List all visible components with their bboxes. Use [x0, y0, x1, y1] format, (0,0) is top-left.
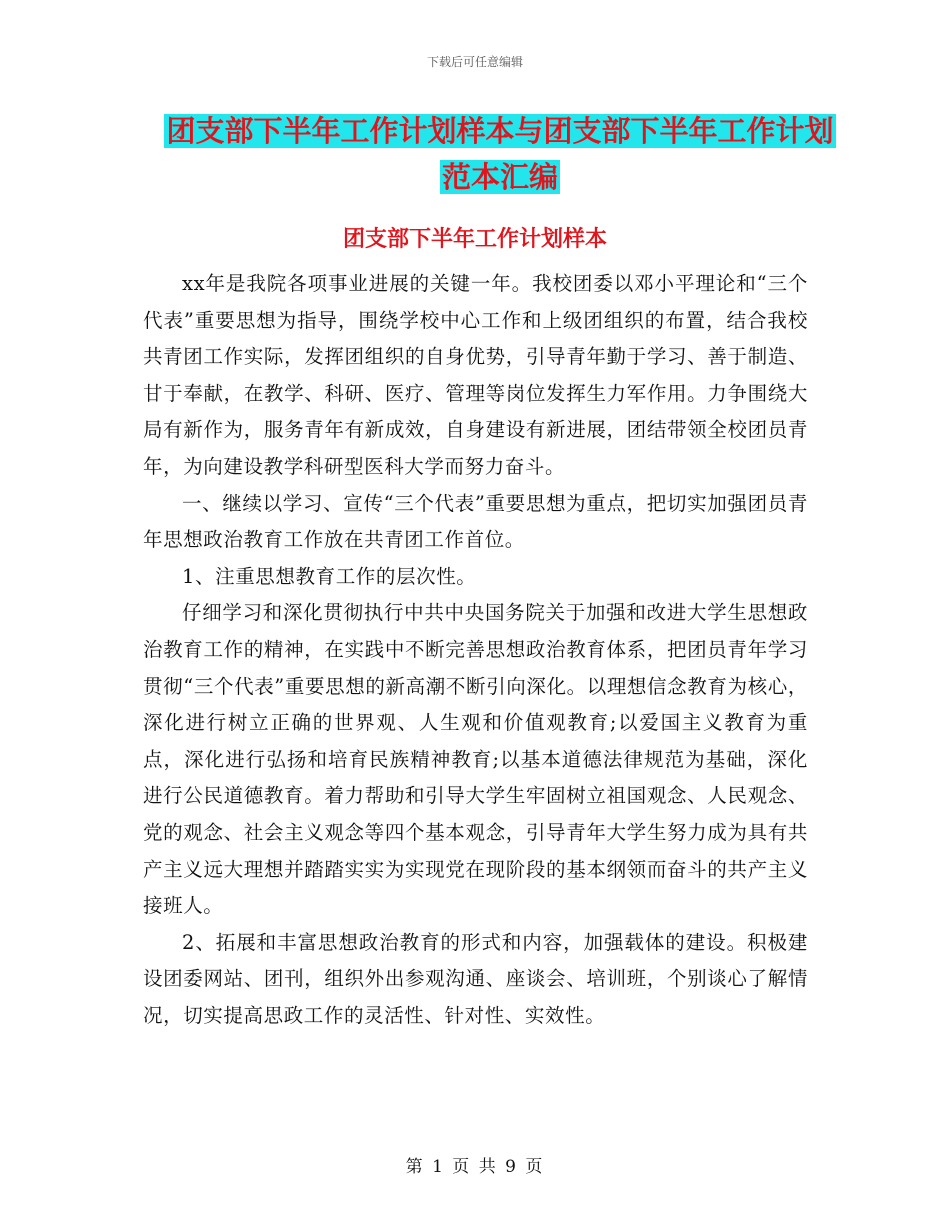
- document-title: [140, 108, 860, 200]
- document-body: [143, 266, 808, 1034]
- header-note: 下载后可任意编辑: [426, 55, 523, 69]
- paragraph: 1、注重思想教育工作的层次性。: [182, 564, 477, 588]
- document-title-line1: 团支部下半年工作计划样本与团支部下半年工作计划: [166, 114, 834, 148]
- paragraph: xx年是我院各项事业进展的关键一年。我校团委以邓小平理论和“三个代表”重要思想为指导，围绕学校中心工作和上级团组织的布置，结合我校共青团工作实际，发挥团组织的自身优势，引导青年勤于学习、善于制造、甘于奉献，在教学、科研、医疗、管理等岗位发挥生力军作用。力争围绕大局有新作为，服务青年有新成效，自身建设有新进展，团结带领全校团员青年，为向建设教学科研型医科大学而努力奋斗。: [143, 272, 808, 478]
- document-title-line2: 范本汇编: [441, 160, 558, 194]
- page-footer: 第 1 页 共 9 页: [405, 1157, 545, 1177]
- paragraph: 仔细学习和深化贯彻执行中共中央国务院关于加强和改进大学生思想政治教育工作的精神，在实践中不断完善思想政治教育体系，把团员青年学习贯彻“三个代表”重要思想的新高潮不断引向深化。以理想信念教育为核心，深化进行树立正确的世界观、人生观和价值观教育;以爱国主义教育为重点，深化进行弘扬和培育民族精神教育;以基本道德法律规范为基础，深化进行公民道德教育。着力帮助和引导大学生牢固树立祖国观念、人民观念、党的观念、社会主义观念等四个基本观念，引导青年大学生努力成为具有共产主义远大理想并踏踏实实为实现党在现阶段的基本纲领而奋斗的共产主义接班人。: [143, 601, 808, 918]
- paragraph: 一、继续以学习、宣传“三个代表”重要思想为重点，把切实加强团员青年思想政治教育工作放在共青团工作首位。: [143, 491, 808, 552]
- section-title: 团支部下半年工作计划样本: [342, 227, 607, 252]
- paragraph: 2、拓展和丰富思想政治教育的形式和内容，加强载体的建设。积极建设团委网站、团刊，组织外出参观沟通、座谈会、培训班，个别谈心了解情况，切实提高思政工作的灵活性、针对性、实效性。: [143, 930, 808, 1027]
